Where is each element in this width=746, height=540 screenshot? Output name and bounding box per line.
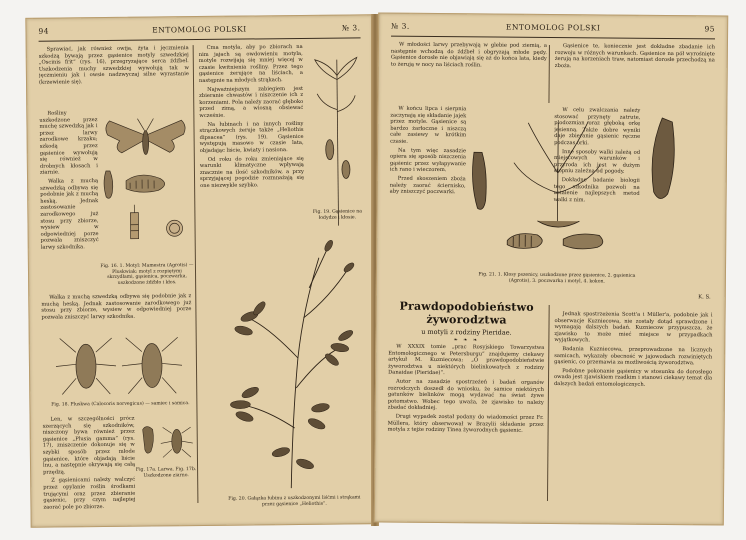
right-page [374, 12, 728, 525]
right-running-title: ENTOMOLOG POLSKI [505, 22, 601, 33]
paragraph: Drugi wypadek został podany do wiadomości przez Fr. Müllera, który obserwował w Brazylii składanie przez motyla z tejże rodziny Tinea żyworodnych gąsienic. [387, 413, 544, 434]
right-col1-top [390, 42, 547, 105]
small-insect-caption: Fig. 17a. Larwa. Fig. 17b. Uszkodzone ziarno. [135, 467, 197, 479]
right-page-number: 95 [704, 24, 716, 34]
paragraph: Badania Kuzniecowa, przeprowadzone na licznych samicach, wykazały obecność w jajowodach rozwiniętych gąsienic, co przemawia za możliwością żyworodztwa. [554, 346, 713, 367]
article-subtitle: u motyli z rodziny Pieridae. [421, 327, 512, 337]
left-page [25, 14, 378, 528]
paragraph: Inne sposoby walki zależą od miejscowych warunków i przyroda ich jest w dużym stopniu zależna od pogody. [553, 148, 641, 175]
article-title: Prawdopodobieństwo żyworodztwa [399, 299, 534, 327]
right-issue-number: № 3. [391, 21, 410, 31]
right-top-divider [548, 45, 550, 103]
article-col2 [553, 311, 713, 516]
left-col1-top [39, 45, 190, 109]
right-col1-side [389, 106, 467, 297]
plant-caption: Fig. 20. Gałązka łubinu z uszkodzonymi liśćmi i strąkami przez gąsienice „Heliothis”. [228, 495, 361, 507]
paragraph: W młodości larwy przebywają w glebie pod ziemią, a następnie wchodzą do źdźbeł i obgryzają młode pędy. Gąsienice dorosłe nie objawiają się aż do końca lata, kiedy to żerują w nocy na liściach roślin. [390, 41, 547, 69]
plant-figure [219, 237, 372, 495]
paragraph: Na tym więc zasadzie opiera się sposób niszczenia gąsienic przez wyłapywanie ich rano i wieczorem. [389, 147, 467, 174]
left-col1-side [39, 110, 99, 293]
article-heading [388, 300, 544, 344]
stem-figure [307, 49, 365, 230]
paragraph: Walka z muchą szwedzką odbywa się podobnie jak z muchą heską. Jednak zastosowanie zarodkowego już stosu przy zbiorze, wysiew w odpowiedniej porze pozwala zniszczyć larwy szkodnika. [41, 293, 192, 321]
right-col2-top [554, 43, 715, 106]
right-col2-side [553, 107, 640, 268]
paragraph: Najważniejszym zabiegiem jest zbieranie chwastów i niszczenie ich z korzeniami. Pola należy zaorać głęboko przed zimą, a wiosną obsiewać wcześnie. [199, 85, 304, 119]
bugs-figure [48, 329, 189, 400]
moth-caption: Fig. 16. 1. Motyl: Mamestra (Agrotis) — Pluskwiak: motyl z rozpiętymi skrzydłami, gąsienica, poczwarka, uszkodzone źdźbło i kłos. [100, 263, 194, 286]
paragraph: Walka z muchą szwedzką odbywa się podobnie jak z muchą heską. Jednak zastosowanie zarodkowego już stosu przy zbiorze, wysiew w odpowiedniej porze pozwala zniszczyć larwy szkodnika. [40, 178, 99, 251]
paragraph: W końcu lipca i sierpnia zaczynają się składanie jajek przez motyle. Gąsienice są bardzo żarłoczne i niszczą całe zasiewy w krótkim czasie. [390, 105, 467, 145]
paragraph: Len, w szczególności prócz szerzących się szkodników, niszczony bywa również przez gąsienice „Plusia gamma” (rys. 17), zniszczenie dokonuje się w szybki sposób przez młode gąsienice, które objadają liście lnu, a następnie okrywają się całą przędzą. [42, 415, 136, 476]
moth-figure [99, 112, 193, 263]
left-col1-mid [41, 293, 191, 329]
paragraph: Podobne pokonanie gąsienicy w stosunku do dorosłego owada jest zjawiskiem rzadkim i stanowi ciekawy temat dla dalszych badań entomologicznych. [553, 367, 713, 388]
paragraph: Autor na zasadzie spostrzeżeń i badań organów rozrodczych doszedł do wniosku, że samice niektórych gatunków bielinków mogą wydawać na świat żywe potomstwo. Wobec tego uważa, że zjawisko to należy zbadać dokładniej. [387, 378, 545, 412]
signature: K. S. [698, 294, 711, 301]
paragraph: Przed skoszeniem zboża należy zaorać ściernisko, aby zniszczyć poczwarki. [389, 175, 466, 196]
paragraph: Rośliny uszkodzone przez muchę szwedzką jak i przez larwy zarodkowe krzaku; szkodą przez gąsienice wywołują się również w drobnych kłosach i ziarnie. [39, 110, 98, 177]
larvae-caption: Fig. 21. 1. Kłosy pszenicy, uszkodzone przez gąsienice, 2. gąsienica (Agrotis), 3. poczwarka i motyl, 4. kokon. [478, 272, 636, 285]
left-running-title: ENTOMOLOG POLSKI [152, 24, 247, 35]
paragraph: W XXXIX tomie „prac Rosyjskiego Towarzystwa Entomologicznego w Petersburgu” znajdujemy ciekawy artykuł M. Kuzniecowa: „O prawdopodobieństwie żyworodztwa u niektórych bielinkowatych z rodziny Danaidae (Pieridae)”. [388, 343, 545, 377]
paragraph: W celu zwalczania należy stosować przynęty zatrute, płodozmian oraz głęboką orkę jesienną. Także dobre wyniki daje zbieranie gąsienic ręczne podczas orki. [554, 107, 641, 147]
right-column-divider [547, 305, 550, 501]
article-col1 [387, 344, 544, 515]
paragraph: Dokładne badanie biologii tego szkodnika pozwoli na ustalenie najlepszych metod walki z nim. [553, 177, 640, 204]
pupa-figure [641, 112, 714, 223]
paragraph: Ćma motyla, aby po zbiorach na nim jajach są owdowieniu motyla, motyle rozwijają się mniej więcej w czasie kwitnienia rośliny. Przez tego gąsienice żerujące na liściach, a następnie na młodych strąkach. [198, 43, 303, 84]
paragraph: Na łubinach i na innych rośliny strączkowych żeruje także „Heliothis dipsacea” (rys. 19). Gąsienice występują masowo w czasie lata, objadając liście, kwiaty i nasiona. [199, 120, 304, 154]
bugs-caption: Fig. 18. Pluskwa (Calocoris norvegicus) — samiec i samica. [51, 401, 190, 408]
stem-caption: Fig. 19. Gąsienice na łodydze i kłosie. [312, 209, 362, 221]
left-col1-bottom [43, 416, 136, 513]
paragraph: Z gąsienicami należy walczyć przez opylanie roślin środkami trującymi oraz przez zbieranie gąsienic, przy czym najlepiej zaorać pole po zbiorze. [43, 477, 136, 511]
left-page-number: 94 [38, 26, 50, 36]
paragraph: Jednak spostrzeżenia Scott'a i Müller'a, podobnie jak i obserwacje Kuzniecowa, nie zostały dotąd sprawdzone i wymagają dalszych badań. Kuzniecow przypuszcza, że zjawisko to może mieć miejsce w przypadkach wyjątkowych. [554, 311, 713, 344]
article-ornament: ❧ ❧ ❧ [453, 337, 480, 344]
paragraph: Gąsienice te, koniecznie jest dokładne zbadanie ich rozwoju w różnych warunkach. Gąsienice na pół wyrośnięte żerują na korzeniach traw, natomiast dorosłe przechodzą na zboża. [554, 43, 715, 69]
small-insect-figure [137, 419, 195, 466]
left-col2-text [199, 44, 305, 241]
paragraph: Sprawiać, jak również owija, żyta i jęczmienia szkodzą bywają przez gąsienice motyly szwedzkiej „Oscinis frit” (rys. 16), przegryzające serca źdźbeł. Uszkodzenia muchy szwedzkiej wywołują tak w jęczmieniu jak i owsie nadzwyczaj silne wyrastanie (krzewienie się). [38, 45, 189, 86]
paragraph: Od roku do roku zmieniające się warunki klimatyczne wpływają znacznie na ilość szkodników, a przy sprzyjającej pogodzie rozmnażają się one niezwykle szybko. [199, 155, 305, 189]
left-issue-number: № 3. [341, 23, 361, 33]
